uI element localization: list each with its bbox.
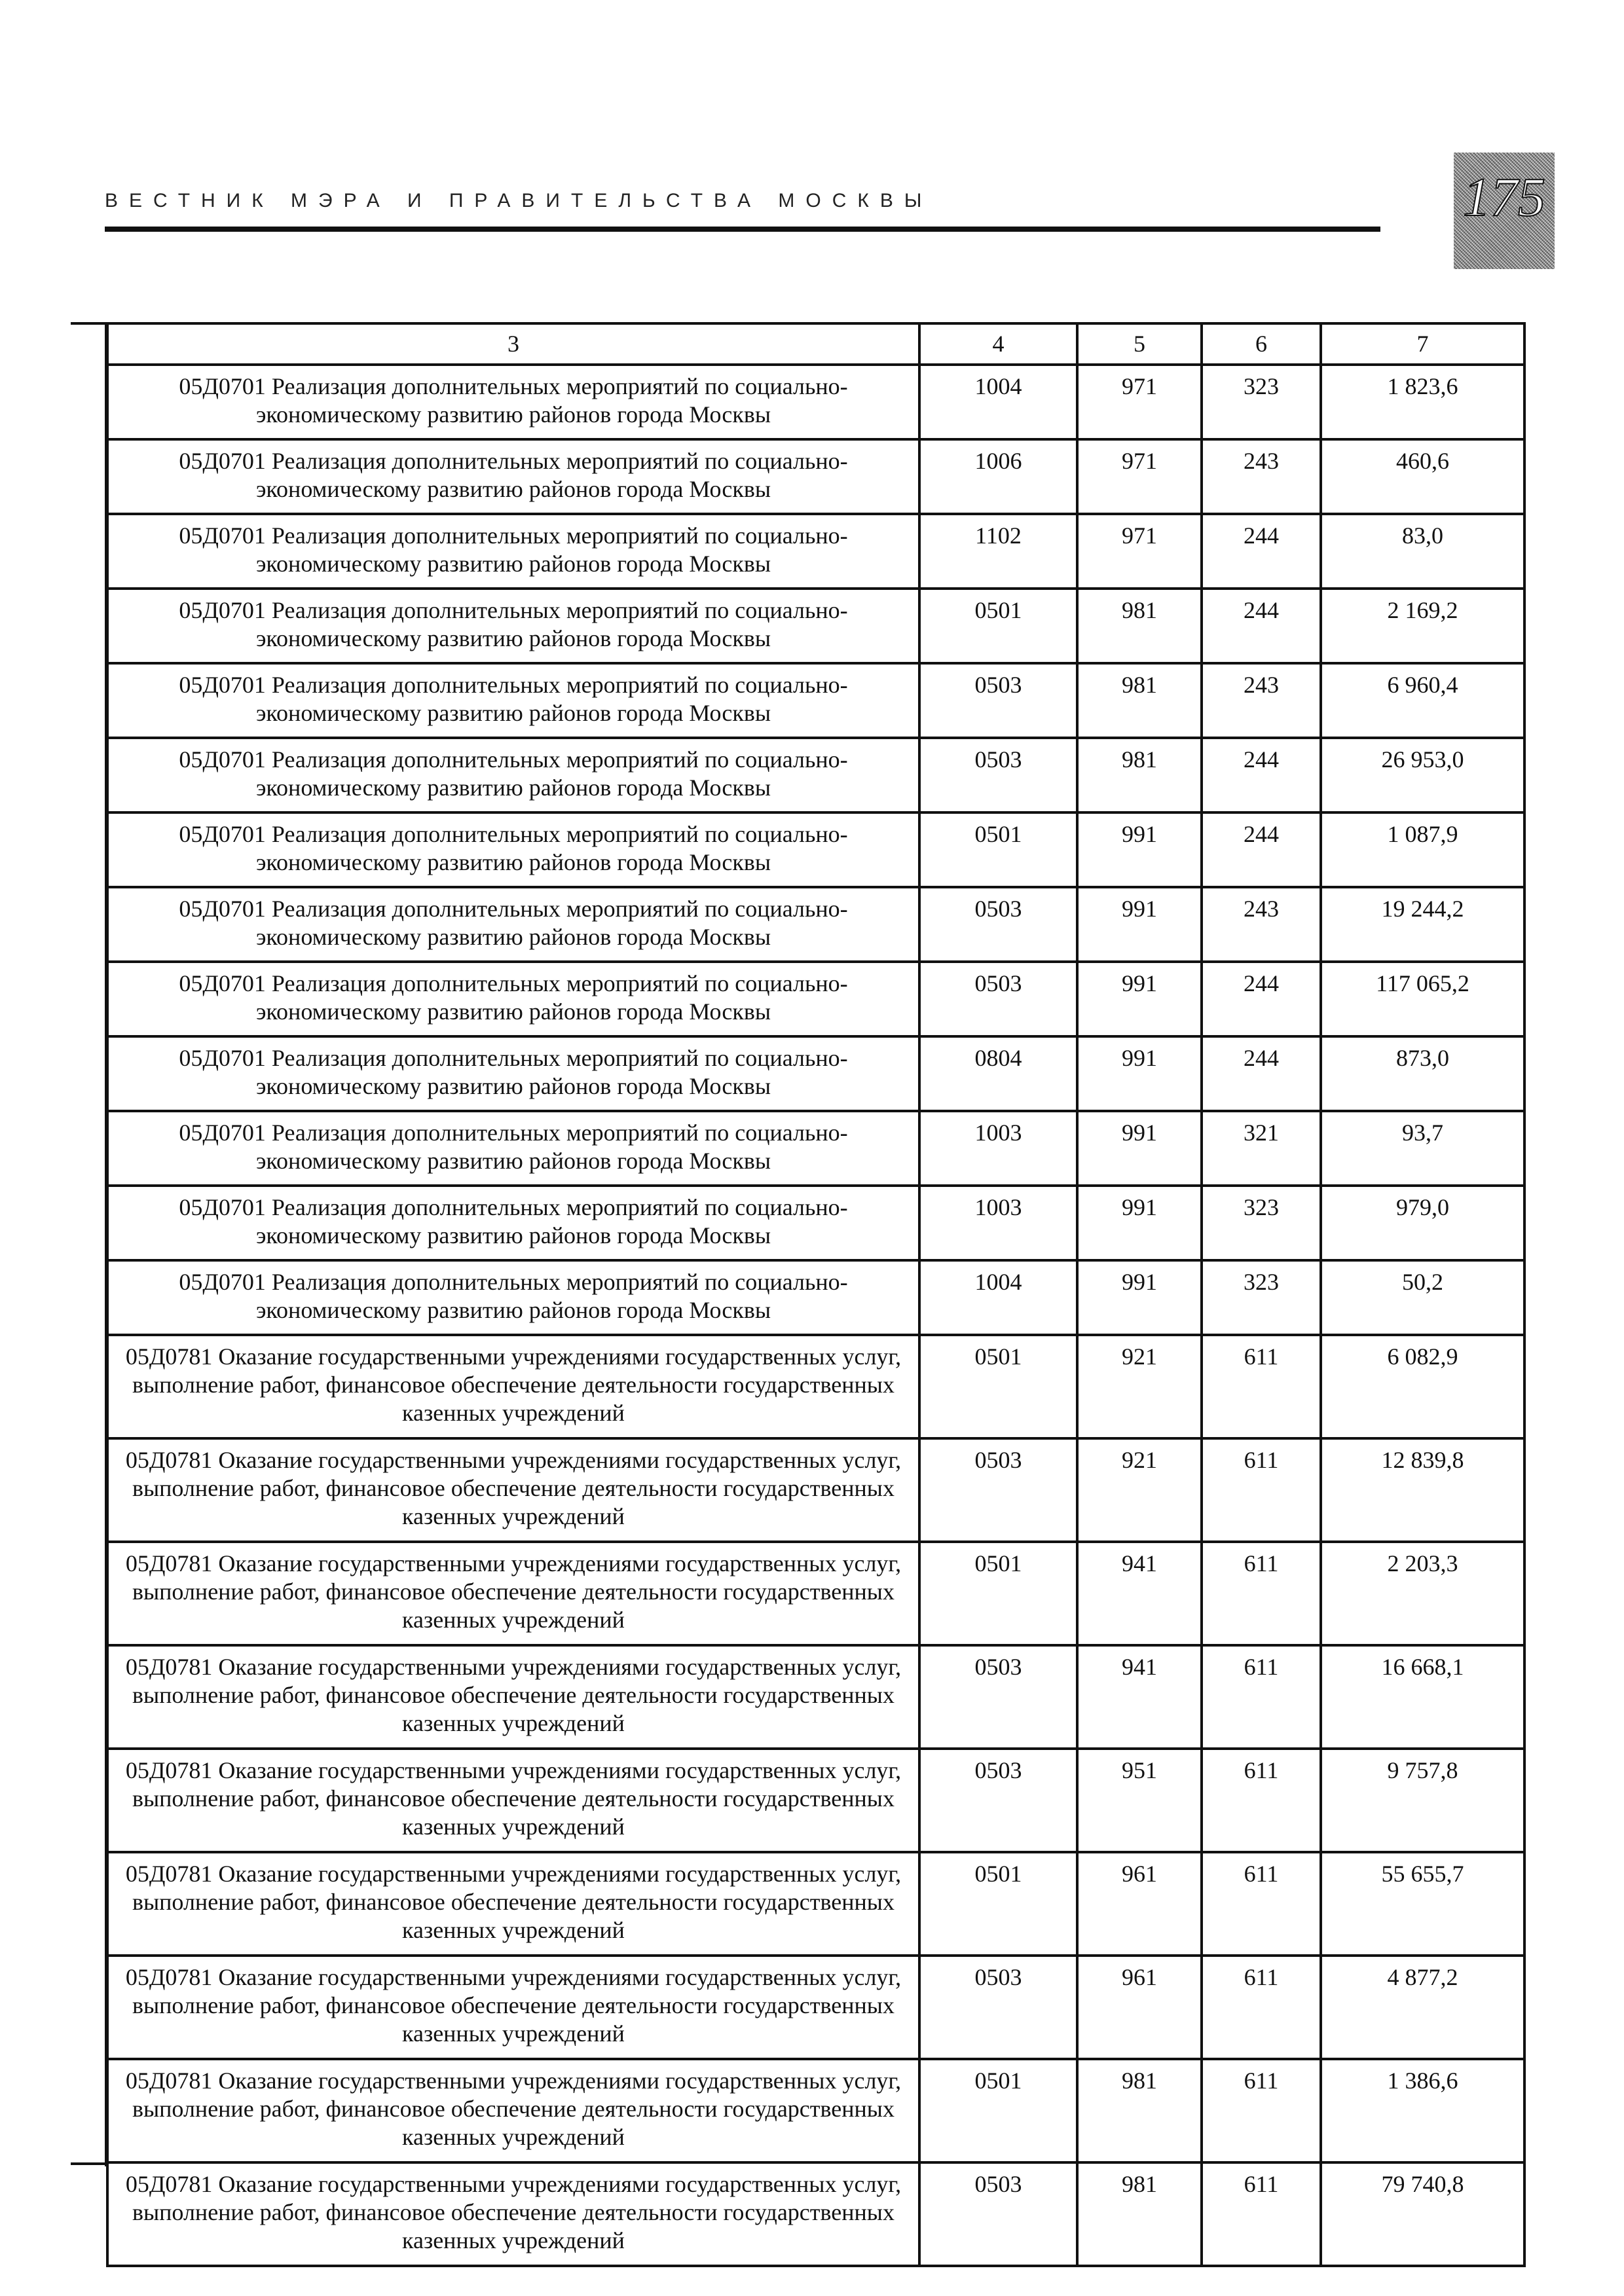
row-description: 05Д0701 Реализация дополнительных мероприятий по социально-экономическому развитию районов города Москвы	[107, 663, 919, 738]
row-code-5: 991	[1077, 962, 1202, 1036]
row-amount: 19 244,2	[1321, 887, 1524, 962]
row-code-6: 244	[1202, 812, 1321, 887]
row-description: 05Д0781 Оказание государственными учреждениями государственных услуг, выполнение работ, финансовое обеспечение деятельности государственных казенных учреждений	[107, 1749, 919, 1852]
row-description: 05Д0701 Реализация дополнительных мероприятий по социально-экономическому развитию районов города Москвы	[107, 738, 919, 812]
row-code-4: 0501	[919, 812, 1077, 887]
row-description: 05Д0781 Оказание государственными учреждениями государственных услуг, выполнение работ, финансовое обеспечение деятельности государственных казенных учреждений	[107, 1335, 919, 1438]
row-code-5: 991	[1077, 1111, 1202, 1186]
row-amount: 16 668,1	[1321, 1645, 1524, 1749]
table-row	[107, 1186, 1524, 1260]
row-code-6: 611	[1202, 2162, 1321, 2266]
row-code-6: 244	[1202, 514, 1321, 589]
row-code-4: 0501	[919, 1852, 1077, 1956]
table-row	[107, 1260, 1524, 1335]
row-description: 05Д0781 Оказание государственными учреждениями государственных услуг, выполнение работ, финансовое обеспечение деятельности государственных казенных учреждений	[107, 2059, 919, 2162]
row-amount: 79 740,8	[1321, 2162, 1524, 2266]
table-row	[107, 2162, 1524, 2266]
row-code-6: 611	[1202, 1749, 1321, 1852]
table-row	[107, 887, 1524, 962]
row-amount: 1 386,6	[1321, 2059, 1524, 2162]
table-bottom-tick	[71, 2162, 107, 2165]
row-amount: 2 203,3	[1321, 1542, 1524, 1645]
row-description: 05Д0701 Реализация дополнительных мероприятий по социально-экономическому развитию районов города Москвы	[107, 1111, 919, 1186]
row-amount: 979,0	[1321, 1186, 1524, 1260]
row-amount: 50,2	[1321, 1260, 1524, 1335]
row-code-4: 0503	[919, 2162, 1077, 2266]
table-row	[107, 738, 1524, 812]
row-code-5: 921	[1077, 1335, 1202, 1438]
table-top-tick	[71, 322, 107, 325]
table-row	[107, 365, 1524, 439]
row-code-5: 991	[1077, 887, 1202, 962]
table-row	[107, 812, 1524, 887]
table-row	[107, 2059, 1524, 2162]
page-number-badge	[1454, 153, 1555, 269]
row-amount: 1 087,9	[1321, 812, 1524, 887]
row-amount: 6 960,4	[1321, 663, 1524, 738]
row-code-6: 323	[1202, 365, 1321, 439]
row-code-4: 1006	[919, 439, 1077, 514]
row-description: 05Д0701 Реализация дополнительных мероприятий по социально-экономическому развитию районов города Москвы	[107, 962, 919, 1036]
row-code-5: 981	[1077, 589, 1202, 663]
row-description: 05Д0701 Реализация дополнительных мероприятий по социально-экономическому развитию районов города Москвы	[107, 439, 919, 514]
row-code-6: 244	[1202, 589, 1321, 663]
row-code-6: 611	[1202, 1438, 1321, 1542]
row-code-6: 611	[1202, 1852, 1321, 1956]
row-description: 05Д0701 Реализация дополнительных мероприятий по социально-экономическому развитию районов города Москвы	[107, 1186, 919, 1260]
row-code-4: 1102	[919, 514, 1077, 589]
row-amount: 12 839,8	[1321, 1438, 1524, 1542]
table-header-row	[107, 323, 1524, 365]
row-amount: 6 082,9	[1321, 1335, 1524, 1438]
column-header: 7	[1321, 323, 1524, 365]
row-code-4: 0501	[919, 1335, 1077, 1438]
row-code-4: 0503	[919, 1749, 1077, 1852]
row-description: 05Д0781 Оказание государственными учреждениями государственных услуг, выполнение работ, финансовое обеспечение деятельности государственных казенных учреждений	[107, 1852, 919, 1956]
row-code-6: 243	[1202, 887, 1321, 962]
journal-title: ВЕСТНИК МЭРА И ПРАВИТЕЛЬСТВА МОСКВЫ	[105, 190, 933, 211]
row-code-5: 981	[1077, 2059, 1202, 2162]
row-code-6: 611	[1202, 1335, 1321, 1438]
row-amount: 117 065,2	[1321, 962, 1524, 1036]
row-code-6: 611	[1202, 1956, 1321, 2059]
row-code-4: 0804	[919, 1036, 1077, 1111]
row-code-5: 971	[1077, 514, 1202, 589]
row-code-4: 1004	[919, 365, 1077, 439]
row-description: 05Д0781 Оказание государственными учреждениями государственных услуг, выполнение работ, финансовое обеспечение деятельности государственных казенных учреждений	[107, 2162, 919, 2266]
row-code-6: 321	[1202, 1111, 1321, 1186]
row-code-5: 971	[1077, 439, 1202, 514]
table-row	[107, 1438, 1524, 1542]
row-code-4: 0503	[919, 962, 1077, 1036]
row-code-5: 961	[1077, 1956, 1202, 2059]
row-amount: 1 823,6	[1321, 365, 1524, 439]
row-code-4: 0503	[919, 1645, 1077, 1749]
row-code-4: 1003	[919, 1186, 1077, 1260]
row-code-6: 323	[1202, 1260, 1321, 1335]
row-code-4: 0503	[919, 738, 1077, 812]
column-header: 5	[1077, 323, 1202, 365]
header-rule	[105, 227, 1380, 232]
row-code-4: 0503	[919, 887, 1077, 962]
row-description: 05Д0781 Оказание государственными учреждениями государственных услуг, выполнение работ, финансовое обеспечение деятельности государственных казенных учреждений	[107, 1542, 919, 1645]
table-row	[107, 439, 1524, 514]
table-row	[107, 1645, 1524, 1749]
row-code-6: 244	[1202, 738, 1321, 812]
row-code-5: 951	[1077, 1749, 1202, 1852]
row-amount: 9 757,8	[1321, 1749, 1524, 1852]
row-code-5: 991	[1077, 1260, 1202, 1335]
row-description: 05Д0781 Оказание государственными учреждениями государственных услуг, выполнение работ, финансовое обеспечение деятельности государственных казенных учреждений	[107, 1438, 919, 1542]
row-code-4: 0501	[919, 2059, 1077, 2162]
table-row	[107, 663, 1524, 738]
row-description: 05Д0701 Реализация дополнительных мероприятий по социально-экономическому развитию районов города Москвы	[107, 1260, 919, 1335]
table-row	[107, 589, 1524, 663]
row-code-6: 243	[1202, 663, 1321, 738]
row-code-4: 0503	[919, 1438, 1077, 1542]
row-code-6: 323	[1202, 1186, 1321, 1260]
table-row	[107, 1956, 1524, 2059]
row-code-5: 941	[1077, 1542, 1202, 1645]
row-code-5: 991	[1077, 812, 1202, 887]
column-header: 3	[107, 323, 919, 365]
row-code-6: 244	[1202, 1036, 1321, 1111]
row-code-5: 971	[1077, 365, 1202, 439]
row-code-4: 0501	[919, 589, 1077, 663]
row-code-6: 611	[1202, 1645, 1321, 1749]
row-code-6: 244	[1202, 962, 1321, 1036]
row-code-5: 921	[1077, 1438, 1202, 1542]
row-description: 05Д0781 Оказание государственными учреждениями государственных услуг, выполнение работ, финансовое обеспечение деятельности государственных казенных учреждений	[107, 1645, 919, 1749]
row-code-5: 941	[1077, 1645, 1202, 1749]
row-code-4: 0503	[919, 663, 1077, 738]
row-amount: 26 953,0	[1321, 738, 1524, 812]
row-code-5: 981	[1077, 738, 1202, 812]
row-code-6: 611	[1202, 2059, 1321, 2162]
row-code-5: 961	[1077, 1852, 1202, 1956]
row-description: 05Д0701 Реализация дополнительных мероприятий по социально-экономическому развитию районов города Москвы	[107, 365, 919, 439]
table-row	[107, 962, 1524, 1036]
row-amount: 83,0	[1321, 514, 1524, 589]
table-row	[107, 1111, 1524, 1186]
table-row	[107, 514, 1524, 589]
table-row	[107, 1542, 1524, 1645]
row-description: 05Д0701 Реализация дополнительных мероприятий по социально-экономическому развитию районов города Москвы	[107, 589, 919, 663]
row-description: 05Д0701 Реализация дополнительных мероприятий по социально-экономическому развитию районов города Москвы	[107, 812, 919, 887]
row-amount: 4 877,2	[1321, 1956, 1524, 2059]
table-row	[107, 1749, 1524, 1852]
row-code-4: 1004	[919, 1260, 1077, 1335]
row-code-6: 611	[1202, 1542, 1321, 1645]
row-amount: 93,7	[1321, 1111, 1524, 1186]
row-code-5: 991	[1077, 1186, 1202, 1260]
row-amount: 873,0	[1321, 1036, 1524, 1111]
row-description: 05Д0781 Оказание государственными учреждениями государственных услуг, выполнение работ, финансовое обеспечение деятельности государственных казенных учреждений	[107, 1956, 919, 2059]
column-header: 6	[1202, 323, 1321, 365]
row-description: 05Д0701 Реализация дополнительных мероприятий по социально-экономическому развитию районов города Москвы	[107, 887, 919, 962]
row-code-4: 0501	[919, 1542, 1077, 1645]
row-code-4: 0503	[919, 1956, 1077, 2059]
budget-table	[106, 322, 1526, 2267]
table-row	[107, 1335, 1524, 1438]
row-amount: 55 655,7	[1321, 1852, 1524, 1956]
row-description: 05Д0701 Реализация дополнительных мероприятий по социально-экономическому развитию районов города Москвы	[107, 514, 919, 589]
page-number: 175	[1463, 167, 1545, 228]
row-code-5: 981	[1077, 2162, 1202, 2266]
column-header: 4	[919, 323, 1077, 365]
table-row	[107, 1036, 1524, 1111]
row-description: 05Д0701 Реализация дополнительных мероприятий по социально-экономическому развитию районов города Москвы	[107, 1036, 919, 1111]
row-code-6: 243	[1202, 439, 1321, 514]
row-code-5: 991	[1077, 1036, 1202, 1111]
row-code-5: 981	[1077, 663, 1202, 738]
row-amount: 460,6	[1321, 439, 1524, 514]
row-code-4: 1003	[919, 1111, 1077, 1186]
table-row	[107, 1852, 1524, 1956]
row-amount: 2 169,2	[1321, 589, 1524, 663]
